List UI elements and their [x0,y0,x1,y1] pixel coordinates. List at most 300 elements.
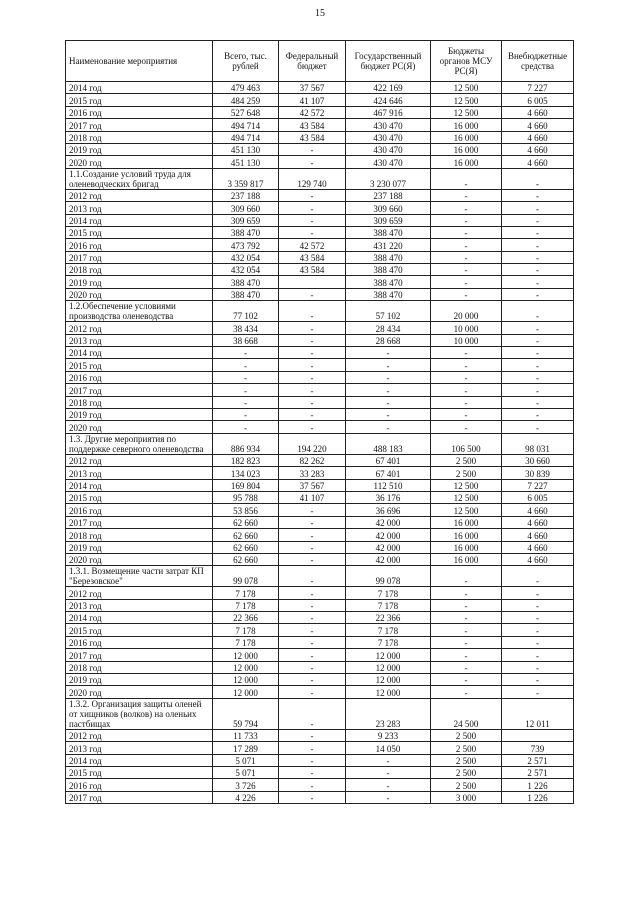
cell-state: 467 916 [346,106,431,118]
table-row [66,408,574,420]
cell-federal: - [279,729,346,741]
row-name: 2016 год [66,636,213,648]
row-name: 2015 год [66,624,213,636]
cell-state: 388 470 [346,288,431,300]
cell-federal: - [279,143,346,155]
cell-extrabudget: 4 660 [502,516,574,528]
table-row [66,729,574,741]
cell-state: - [346,766,431,778]
cell-municipal: - [431,421,502,433]
table-row [66,529,574,541]
table-header-row [66,41,574,82]
cell-municipal: 16 000 [431,529,502,541]
cell-total: - [213,359,279,371]
cell-federal: 37 567 [279,479,346,491]
cell-total: 62 660 [213,553,279,565]
cell-federal: - [279,566,346,587]
cell-state: - [346,347,431,359]
cell-state: 57 102 [346,301,431,322]
row-name: 2014 год [66,754,213,766]
table-row [66,454,574,466]
row-name: 2017 год [66,119,213,131]
header-name: Наименование мероприятия [66,41,213,82]
cell-state: - [346,359,431,371]
row-name: 2018 год [66,661,213,673]
cell-federal: - [279,553,346,565]
cell-state: 430 470 [346,156,431,168]
cell-state: 9 233 [346,729,431,741]
row-name: 2013 год [66,202,213,214]
cell-federal: 37 567 [279,82,346,94]
cell-municipal: - [431,408,502,420]
row-name: 2016 год [66,779,213,791]
cell-municipal: - [431,239,502,251]
table-row [66,214,574,226]
row-name: 2012 год [66,729,213,741]
cell-total: - [213,421,279,433]
cell-state: - [346,396,431,408]
cell-municipal: - [431,202,502,214]
cell-extrabudget: - [502,347,574,359]
cell-federal: - [279,541,346,553]
cell-state: 430 470 [346,119,431,131]
cell-municipal: 12 500 [431,491,502,503]
cell-federal: - [279,408,346,420]
cell-municipal: 16 000 [431,119,502,131]
cell-total: 182 823 [213,454,279,466]
header-municipal: Бюджеты органов МСУ РС(Я) [431,41,502,82]
cell-municipal: - [431,636,502,648]
table-row [66,433,574,454]
cell-federal: - [279,396,346,408]
cell-state: 424 646 [346,94,431,106]
cell-total: 4 226 [213,791,279,803]
row-name: 2016 год [66,504,213,516]
cell-federal: 41 107 [279,94,346,106]
cell-federal: - [279,587,346,599]
cell-total: 7 178 [213,587,279,599]
cell-state: 7 178 [346,587,431,599]
cell-total: 451 130 [213,156,279,168]
cell-total: - [213,396,279,408]
cell-municipal: - [431,587,502,599]
cell-federal: 43 584 [279,131,346,143]
cell-municipal: - [431,359,502,371]
table-row [66,661,574,673]
cell-total: 886 934 [213,433,279,454]
cell-municipal: 20 000 [431,301,502,322]
row-name: 2017 год [66,791,213,803]
cell-municipal: - [431,288,502,300]
row-name: 2013 год [66,742,213,754]
cell-federal: - [279,612,346,624]
cell-municipal: 16 000 [431,541,502,553]
cell-total: 12 000 [213,674,279,686]
cell-federal: - [279,301,346,322]
cell-federal: - [279,754,346,766]
cell-total: 7 178 [213,624,279,636]
table-row [66,599,574,611]
row-name: 2013 год [66,599,213,611]
cell-total: 134 023 [213,467,279,479]
cell-total: 7 178 [213,599,279,611]
cell-extrabudget: - [502,168,574,189]
table-row [66,649,574,661]
cell-federal [279,276,346,288]
table-row [66,301,574,322]
cell-municipal: 10 000 [431,322,502,334]
cell-total: 237 188 [213,189,279,201]
row-name: 2020 год [66,288,213,300]
cell-extrabudget: - [502,301,574,322]
cell-state: 309 659 [346,214,431,226]
cell-municipal: 106 500 [431,433,502,454]
cell-state: 388 470 [346,251,431,263]
table-row [66,202,574,214]
cell-state: 112 510 [346,479,431,491]
cell-municipal: 3 000 [431,791,502,803]
cell-federal: - [279,674,346,686]
cell-extrabudget: 4 660 [502,553,574,565]
cell-extrabudget: - [502,674,574,686]
cell-total: - [213,408,279,420]
cell-extrabudget: - [502,371,574,383]
cell-municipal: - [431,649,502,661]
cell-extrabudget: - [502,408,574,420]
row-name: 2020 год [66,686,213,698]
cell-extrabudget: - [502,202,574,214]
page-number: 15 [315,8,325,19]
cell-extrabudget: 739 [502,742,574,754]
row-name: 2016 год [66,239,213,251]
row-name: 2018 год [66,529,213,541]
cell-total: 484 259 [213,94,279,106]
cell-state: 431 220 [346,239,431,251]
cell-extrabudget: - [502,636,574,648]
cell-extrabudget: - [502,334,574,346]
cell-total: 7 178 [213,636,279,648]
row-name: 2014 год [66,347,213,359]
table-body [66,82,574,804]
cell-total: 38 668 [213,334,279,346]
row-name: 1.3. Другие мероприятия по поддержке северного оленеводства [66,433,213,454]
row-name: 2014 год [66,82,213,94]
table-row [66,264,574,276]
cell-municipal: - [431,214,502,226]
cell-total: 169 804 [213,479,279,491]
cell-municipal: - [431,347,502,359]
cell-extrabudget: 30 660 [502,454,574,466]
cell-state: 12 000 [346,674,431,686]
table-row [66,467,574,479]
cell-federal: - [279,322,346,334]
cell-federal: - [279,334,346,346]
cell-state: - [346,779,431,791]
cell-municipal: 16 000 [431,156,502,168]
table-row [66,674,574,686]
cell-extrabudget: - [502,384,574,396]
cell-municipal: - [431,396,502,408]
row-name: 2015 год [66,359,213,371]
table-row [66,566,574,587]
table-row [66,82,574,94]
table-row [66,384,574,396]
cell-extrabudget: 1 226 [502,779,574,791]
cell-total: 62 660 [213,529,279,541]
row-name: 2012 год [66,189,213,201]
row-name: 2013 год [66,334,213,346]
cell-extrabudget: 4 660 [502,143,574,155]
row-name: 1.1.Создание условий труда для оленеводческих бригад [66,168,213,189]
table-row [66,698,574,729]
cell-extrabudget: 1 226 [502,791,574,803]
cell-municipal: - [431,276,502,288]
table-row [66,587,574,599]
table-row [66,421,574,433]
row-name: 2017 год [66,516,213,528]
cell-municipal: - [431,189,502,201]
cell-total: 388 470 [213,288,279,300]
row-name: 2012 год [66,587,213,599]
cell-municipal: - [431,566,502,587]
cell-federal: - [279,742,346,754]
cell-municipal: 2 500 [431,754,502,766]
cell-extrabudget: 4 660 [502,504,574,516]
cell-federal: - [279,371,346,383]
row-name: 2020 год [66,156,213,168]
cell-state: 388 470 [346,226,431,238]
row-name: 2012 год [66,454,213,466]
cell-federal: - [279,226,346,238]
cell-municipal: - [431,226,502,238]
cell-municipal: 12 500 [431,82,502,94]
cell-federal: - [279,504,346,516]
table-row [66,754,574,766]
cell-state: 14 050 [346,742,431,754]
cell-extrabudget: 2 571 [502,754,574,766]
cell-total: 95 788 [213,491,279,503]
cell-extrabudget: 4 660 [502,119,574,131]
cell-state: 422 169 [346,82,431,94]
table-row [66,106,574,118]
table-row [66,791,574,803]
row-name: 2018 год [66,264,213,276]
cell-municipal: - [431,168,502,189]
cell-total: - [213,384,279,396]
cell-state: 388 470 [346,264,431,276]
cell-state: 42 000 [346,516,431,528]
row-name: 2019 год [66,674,213,686]
cell-state: 237 188 [346,189,431,201]
cell-state: 309 660 [346,202,431,214]
cell-extrabudget: 4 660 [502,529,574,541]
cell-state: - [346,791,431,803]
cell-federal: - [279,624,346,636]
cell-federal: - [279,698,346,729]
cell-extrabudget: - [502,359,574,371]
row-name: 2017 год [66,384,213,396]
table-row [66,636,574,648]
cell-municipal: 16 000 [431,553,502,565]
cell-extrabudget: 12 011 [502,698,574,729]
table-row [66,94,574,106]
cell-municipal: - [431,384,502,396]
cell-state: 42 000 [346,541,431,553]
table-row [66,396,574,408]
cell-state: 7 178 [346,599,431,611]
cell-extrabudget: - [502,214,574,226]
cell-extrabudget: - [502,264,574,276]
cell-federal: - [279,189,346,201]
cell-federal: - [279,791,346,803]
cell-municipal: 2 500 [431,454,502,466]
cell-federal: - [279,636,346,648]
cell-extrabudget: 30 839 [502,467,574,479]
cell-municipal: - [431,661,502,673]
cell-extrabudget: - [502,421,574,433]
row-name: 2020 год [66,421,213,433]
table-row [66,143,574,155]
cell-extrabudget: - [502,288,574,300]
row-name: 2017 год [66,649,213,661]
cell-federal: - [279,649,346,661]
row-name: 1.3.2. Организация защиты оленей от хищников (волков) на оленьих пастбищах [66,698,213,729]
cell-municipal: - [431,686,502,698]
cell-total: 309 659 [213,214,279,226]
row-name: 2015 год [66,226,213,238]
cell-total: 77 102 [213,301,279,322]
cell-extrabudget: - [502,612,574,624]
cell-total: 17 289 [213,742,279,754]
header-extrabudget: Внебюджетные средства [502,41,574,82]
cell-municipal: 16 000 [431,131,502,143]
cell-total: 388 470 [213,226,279,238]
header-state: Государственный бюджет РС(Я) [346,41,431,82]
cell-state: 99 078 [346,566,431,587]
cell-total: 388 470 [213,276,279,288]
cell-total: 11 733 [213,729,279,741]
cell-federal: 194 220 [279,433,346,454]
header-federal: Федеральный бюджет [279,41,346,82]
cell-federal: 42 572 [279,106,346,118]
cell-state: 23 283 [346,698,431,729]
row-name: 2018 год [66,131,213,143]
cell-total: 12 000 [213,649,279,661]
cell-extrabudget: 7 227 [502,479,574,491]
cell-total: 5 071 [213,754,279,766]
cell-federal: 129 740 [279,168,346,189]
cell-state: 7 178 [346,636,431,648]
cell-municipal: - [431,624,502,636]
cell-total: 12 000 [213,686,279,698]
row-name: 2019 год [66,408,213,420]
cell-extrabudget [502,729,574,741]
cell-federal: - [279,766,346,778]
cell-state: 488 183 [346,433,431,454]
cell-extrabudget: - [502,649,574,661]
cell-state: 67 401 [346,454,431,466]
cell-federal: 82 262 [279,454,346,466]
cell-total: 494 714 [213,131,279,143]
cell-total: 494 714 [213,119,279,131]
table-row [66,288,574,300]
table-row [66,322,574,334]
row-name: 2019 год [66,541,213,553]
table-row [66,189,574,201]
cell-federal: - [279,779,346,791]
cell-state: 22 366 [346,612,431,624]
cell-total: 12 000 [213,661,279,673]
cell-total: 432 054 [213,264,279,276]
cell-extrabudget: - [502,599,574,611]
cell-extrabudget: - [502,251,574,263]
table-row [66,226,574,238]
cell-state: 388 470 [346,276,431,288]
cell-municipal: 16 000 [431,516,502,528]
table-row [66,251,574,263]
cell-municipal: 2 500 [431,779,502,791]
cell-municipal: 12 500 [431,106,502,118]
cell-extrabudget: - [502,189,574,201]
cell-federal: - [279,421,346,433]
cell-federal: 43 584 [279,119,346,131]
cell-federal: - [279,686,346,698]
cell-state: 67 401 [346,467,431,479]
cell-total: - [213,347,279,359]
table-row [66,742,574,754]
row-name: 2015 год [66,94,213,106]
row-name: 2018 год [66,396,213,408]
cell-extrabudget: - [502,239,574,251]
cell-municipal: - [431,599,502,611]
table-row [66,516,574,528]
row-name: 2014 год [66,612,213,624]
table-row [66,156,574,168]
table-row [66,371,574,383]
cell-total: 5 071 [213,766,279,778]
cell-federal: 42 572 [279,239,346,251]
cell-state: 28 668 [346,334,431,346]
table-row [66,766,574,778]
cell-state: 36 176 [346,491,431,503]
cell-total: 53 856 [213,504,279,516]
cell-federal: 43 584 [279,264,346,276]
cell-state: - [346,754,431,766]
table-row [66,359,574,371]
table-row [66,779,574,791]
cell-federal: 41 107 [279,491,346,503]
cell-total: 62 660 [213,516,279,528]
cell-extrabudget: 6 005 [502,491,574,503]
cell-extrabudget: - [502,226,574,238]
cell-total: 473 792 [213,239,279,251]
cell-municipal: 16 000 [431,143,502,155]
cell-total: 527 648 [213,106,279,118]
cell-total: 309 660 [213,202,279,214]
row-name: 1.3.1. Возмещение части затрат КП "Березовское" [66,566,213,587]
cell-municipal: 24 500 [431,698,502,729]
table-row [66,119,574,131]
cell-extrabudget: - [502,396,574,408]
cell-municipal: 12 500 [431,479,502,491]
header-total: Всего, тыс. рублей [213,41,279,82]
cell-federal: - [279,661,346,673]
row-name: 2019 год [66,143,213,155]
cell-state: 28 434 [346,322,431,334]
table-row [66,624,574,636]
cell-state: - [346,408,431,420]
cell-extrabudget: - [502,322,574,334]
